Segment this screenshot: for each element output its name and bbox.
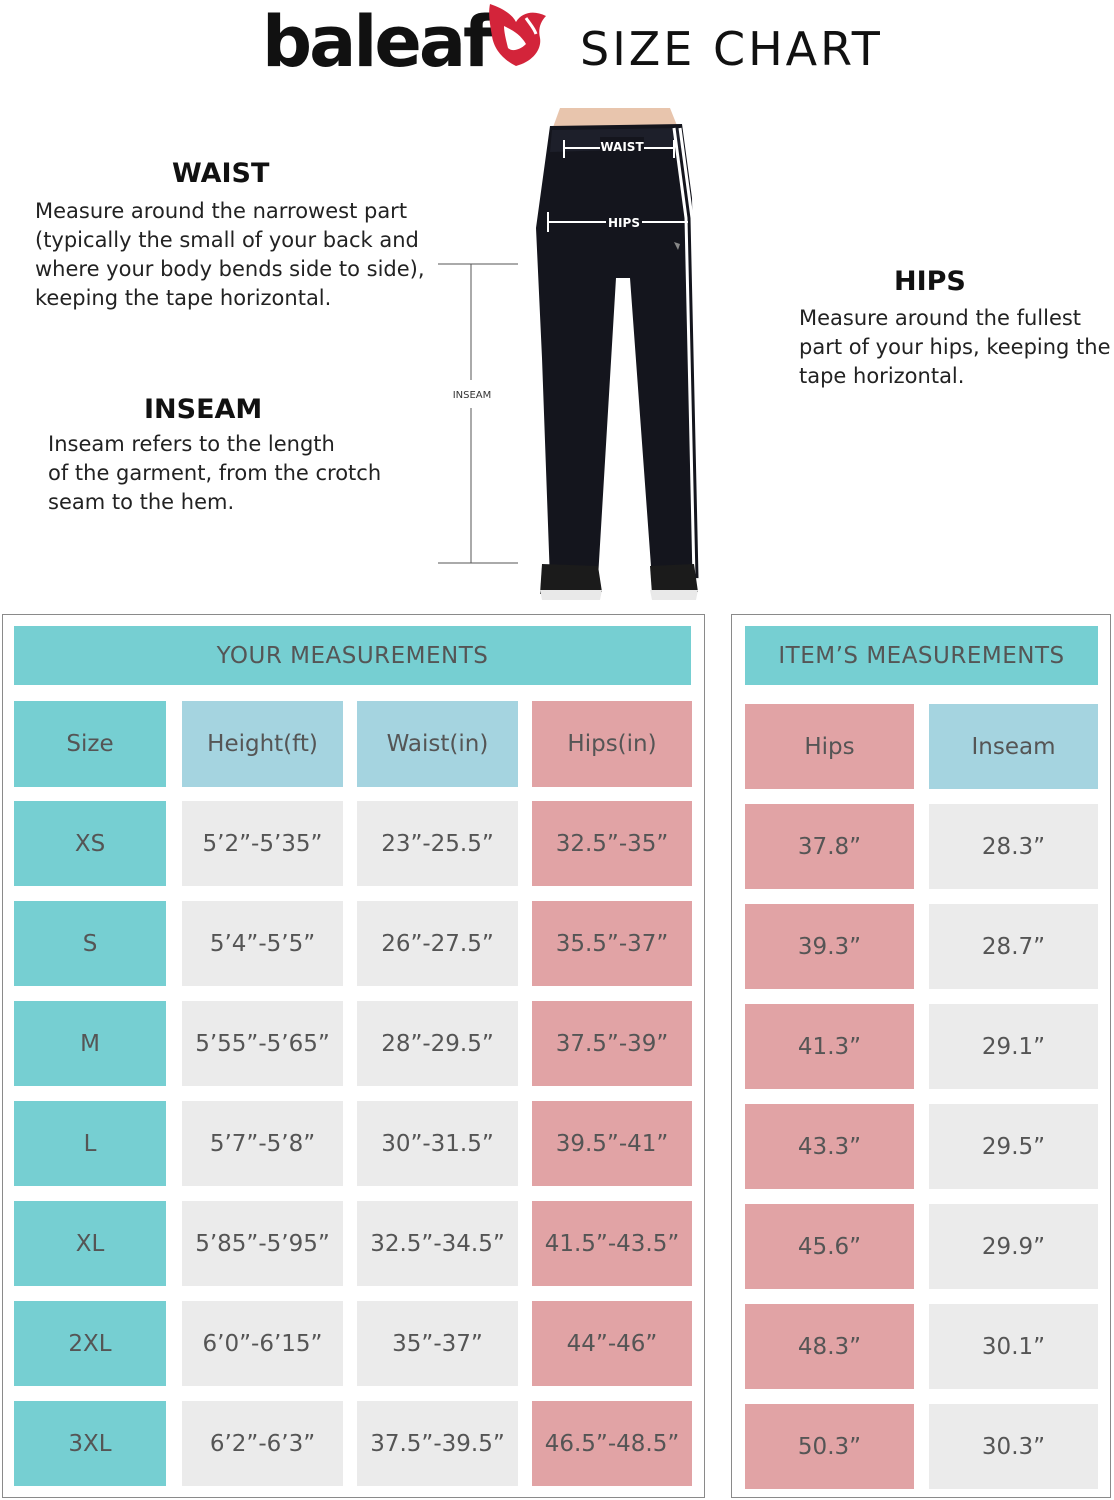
size-cell: S xyxy=(14,901,166,986)
inseam-line: of the garment, from the crotch xyxy=(48,461,382,485)
waist-cell: 23”-25.5” xyxy=(357,801,518,886)
waist-description xyxy=(35,197,425,313)
baleaf-leaf-icon xyxy=(482,0,552,70)
right-shoe xyxy=(650,564,698,594)
waist-line: Measure around the narrowest part xyxy=(35,199,408,223)
waist-cell: 26”-27.5” xyxy=(357,901,518,986)
size-cell: M xyxy=(14,1001,166,1086)
height-cell: 5’7”-5’8” xyxy=(182,1101,343,1186)
hips-description xyxy=(799,304,1111,391)
size-cell: XS xyxy=(14,801,166,886)
item-hips-cell: 43.3” xyxy=(745,1104,914,1189)
size-cell: L xyxy=(14,1101,166,1186)
height-cell: 5’55”-5’65” xyxy=(182,1001,343,1086)
header-height: Height(ft) xyxy=(182,701,343,787)
height-cell: 5’2”-5’35” xyxy=(182,801,343,886)
brand-logo-group xyxy=(262,2,491,82)
item-inseam-cell: 30.1” xyxy=(929,1304,1098,1389)
waist-line: keeping the tape horizontal. xyxy=(35,286,332,310)
hips-title: HIPS xyxy=(894,266,966,297)
waist-title: WAIST xyxy=(172,158,270,189)
inseam-description xyxy=(48,430,381,517)
item-hips-cell: 48.3” xyxy=(745,1304,914,1389)
inseam-figure-label: INSEAM xyxy=(452,390,492,401)
inseam-line: seam to the hem. xyxy=(48,490,235,514)
inseam-title: INSEAM xyxy=(144,394,263,425)
hips-figure-label: HIPS xyxy=(608,216,640,230)
hips-cell: 35.5”-37” xyxy=(532,901,692,986)
waist-line: (typically the small of your back and xyxy=(35,228,419,252)
size-cell: XL xyxy=(14,1201,166,1286)
item-hips-cell: 45.6” xyxy=(745,1204,914,1289)
hips-cell: 39.5”-41” xyxy=(532,1101,692,1186)
height-cell: 5’85”-5’95” xyxy=(182,1201,343,1286)
item-inseam-cell: 29.5” xyxy=(929,1104,1098,1189)
hips-cell: 37.5”-39” xyxy=(532,1001,692,1086)
size-cell: 2XL xyxy=(14,1301,166,1386)
item-inseam-cell: 28.3” xyxy=(929,804,1098,889)
item-header-hips: Hips xyxy=(745,704,914,789)
brand-wordmark: baleaf xyxy=(262,1,491,83)
waist-cell: 28”-29.5” xyxy=(357,1001,518,1086)
left-shoe xyxy=(540,564,602,594)
pants-shape xyxy=(536,124,700,580)
size-cell: 3XL xyxy=(14,1401,166,1486)
inseam-line: Inseam refers to the length xyxy=(48,432,335,456)
header-size: Size xyxy=(14,701,166,787)
height-cell: 6’0”-6’15” xyxy=(182,1301,343,1386)
waist-line: where your body bends side to side), xyxy=(35,257,425,281)
size-chart-title: SIZE CHART xyxy=(580,22,883,76)
hips-cell: 46.5”-48.5” xyxy=(532,1401,692,1486)
waist-cell: 30”-31.5” xyxy=(357,1101,518,1186)
height-cell: 5’4”-5’5” xyxy=(182,901,343,986)
hips-cell: 44”-46” xyxy=(532,1301,692,1386)
hips-line: part of your hips, keeping the xyxy=(799,335,1111,359)
waist-figure-label: WAIST xyxy=(600,140,644,154)
header-waist: Waist(in) xyxy=(357,701,518,787)
item-hips-cell: 50.3” xyxy=(745,1404,914,1489)
item-inseam-cell: 28.7” xyxy=(929,904,1098,989)
header-hips: Hips(in) xyxy=(532,701,692,787)
hips-line: Measure around the fullest xyxy=(799,306,1082,330)
hips-cell: 41.5”-43.5” xyxy=(532,1201,692,1286)
left-shoe-sole xyxy=(540,590,602,600)
item-hips-cell: 37.8” xyxy=(745,804,914,889)
item-measurements-banner: ITEM’S MEASUREMENTS xyxy=(745,626,1098,685)
hips-cell: 32.5”-35” xyxy=(532,801,692,886)
right-shoe-sole xyxy=(650,590,698,600)
pants-figure xyxy=(430,108,730,608)
item-inseam-cell: 29.1” xyxy=(929,1004,1098,1089)
waist-cell: 35”-37” xyxy=(357,1301,518,1386)
item-hips-cell: 39.3” xyxy=(745,904,914,989)
waist-cell: 37.5”-39.5” xyxy=(357,1401,518,1486)
your-measurements-banner: YOUR MEASUREMENTS xyxy=(14,626,691,685)
item-inseam-cell: 30.3” xyxy=(929,1404,1098,1489)
item-hips-cell: 41.3” xyxy=(745,1004,914,1089)
height-cell: 6’2”-6’3” xyxy=(182,1401,343,1486)
item-header-inseam: Inseam xyxy=(929,704,1098,789)
waist-cell: 32.5”-34.5” xyxy=(357,1201,518,1286)
hips-line: tape horizontal. xyxy=(799,364,965,388)
item-inseam-cell: 29.9” xyxy=(929,1204,1098,1289)
